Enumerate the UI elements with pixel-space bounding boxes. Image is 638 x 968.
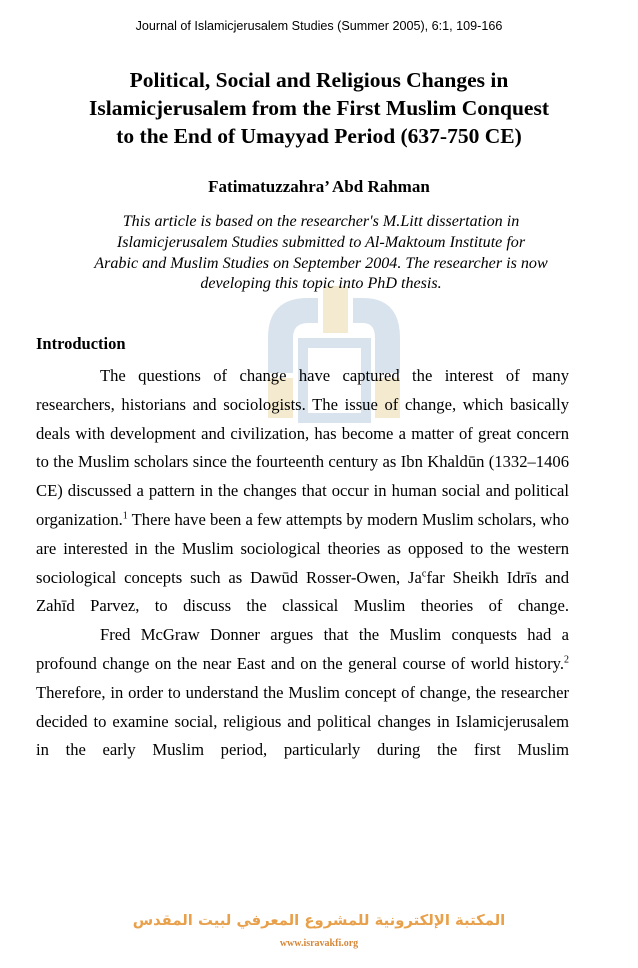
body-text [36,362,569,765]
library-footer-arabic: المكتبة الإلكترونية للمشروع المعرفي لبيت المقدس [132,912,506,929]
footnote-marker: 1 [122,510,128,522]
title-line: Political, Social and Religious Changes in [129,68,509,92]
author-name: Fatimatuzzahra’ Abd Rahman [208,177,430,196]
title-line: to the End of Umayyad Period (637-750 CE) [116,124,522,148]
paragraph [36,362,569,621]
author-note [28,212,614,295]
paragraph-text: far Sheikh Idrīs and Zahīd Parvez, to discuss the classical Muslim theories of change. [36,567,569,616]
section-heading-introduction: Introduction [36,334,126,353]
ayn-marker: c [421,568,427,580]
title-line: Islamicjerusalem from the First Muslim Conquest [88,96,549,120]
paragraph-text: Fred McGraw Donner argues that the Muslim conquests had a profound change on the near East and on the general course of world history. [36,625,569,673]
paragraph-text: There have been a few attempts by modern Muslim scholars, who are interested in the Muslim sociological theories as opposed to the western sociological concepts such as Dawūd Rosser-Owen, Ja [36,509,569,587]
paragraph-text: Therefore, in order to understand the Muslim concept of change, the researcher decided to examine social, religious and political changes in Islamicjerusalem in the early Muslim period, particularly during the first Muslim [36,682,569,760]
article-title [20,66,618,150]
author-note-line: Islamicjerusalem Studies submitted to Al-Maktoum Institute for [116,233,526,251]
library-footer-url[interactable]: www.isravakfi.org [279,938,359,949]
author-note-line: developing this topic into PhD thesis. [200,275,442,293]
author-note-line: This article is based on the researcher's M.Litt dissertation in [122,213,520,230]
paragraph [36,621,569,765]
running-header: Journal of Islamicjerusalem Studies (Summer 2005), 6:1, 109-166 [135,19,503,33]
footnote-marker: 2 [564,654,569,666]
paragraph-text: The questions of change have captured the interest of many researchers, historians and sociologists. The issue of change, which basically deals with development and civilization, has become a matter of great concern to the Muslim scholars since the fourteenth century as Ibn Khaldūn (1332–1406 CE) discussed a pattern in the changes that occur in human social and political organization. [36,366,569,529]
author-note-line: Arabic and Muslim Studies on September 2004. The researcher is now [94,254,548,272]
